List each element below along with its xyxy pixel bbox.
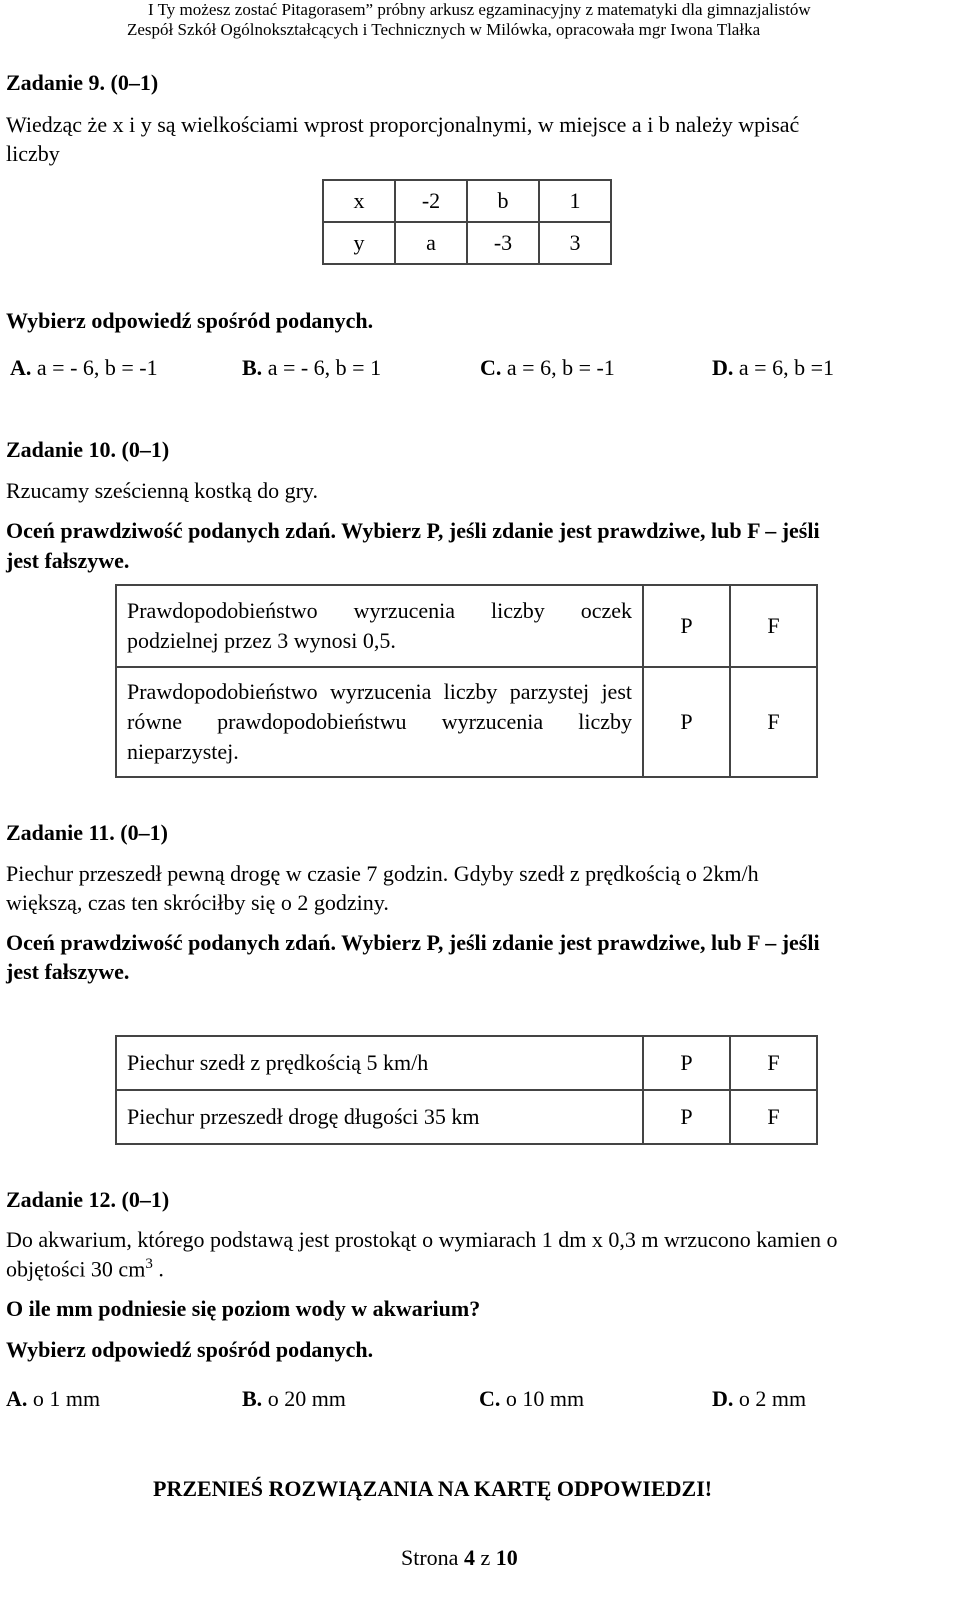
true-option[interactable]: P bbox=[643, 667, 730, 777]
task-12-text-2: objętości 30 $cm^3$ . bbox=[6, 1256, 164, 1282]
task-9-instruction: Wybierz odpowiedź spośród podanych. bbox=[6, 308, 374, 333]
table-cell: b bbox=[467, 180, 539, 222]
task-9-option-b[interactable]: B. a = - 6, b = 1 bbox=[242, 355, 382, 380]
false-option[interactable]: F bbox=[730, 1090, 817, 1144]
task-9-option-a[interactable]: A. a = - 6, b = -1 bbox=[10, 355, 158, 380]
header-line-2: Zespół Szkół Ogólnokształcących i Technicznych w Milówka, opracowała mgr Iwona Tlałka bbox=[127, 20, 761, 39]
transfer-notice: PRZENIEŚ ROZWIĄZANIA NA KARTĘ ODPOWIEDZI! bbox=[153, 1476, 713, 1501]
statement-cell: Prawdopodobieństwo wyrzucenia liczby oczek podzielnej przez 3 wynosi 0,5. bbox=[116, 585, 643, 667]
task-11-title: Zadanie 11. (0–1) bbox=[6, 820, 168, 845]
task-9-option-d[interactable]: D. a = 6, b =1 bbox=[712, 355, 834, 380]
false-option[interactable]: F bbox=[730, 1036, 817, 1090]
table-cell: a bbox=[395, 222, 467, 264]
true-option[interactable]: P bbox=[643, 1090, 730, 1144]
task-11-instruction-1: Oceń prawdziwość podanych zdań. Wybierz P, jeśli zdanie jest prawdziwe, lub F – jeśli bbox=[6, 930, 820, 955]
task-11-instruction-2: jest fałszywe. bbox=[6, 959, 130, 984]
table-cell: 1 bbox=[539, 180, 611, 222]
task-9-proportion-table bbox=[322, 179, 612, 265]
statement-cell: Piechur przeszedł drogę długości 35 km bbox=[116, 1090, 643, 1144]
table-cell: x bbox=[323, 180, 395, 222]
table-cell: -3 bbox=[467, 222, 539, 264]
task-12-question: O ile mm podniesie się poziom wody w akwarium? bbox=[6, 1296, 481, 1321]
task-12-option-b[interactable]: B. o 20 mm bbox=[242, 1386, 346, 1411]
true-option[interactable]: P bbox=[643, 585, 730, 667]
statement-cell: Piechur szedł z prędkością 5 km/h bbox=[116, 1036, 643, 1090]
task-10-text: Rzucamy sześcienną kostką do gry. bbox=[6, 478, 318, 503]
task-11-truefalse-table bbox=[115, 1035, 818, 1145]
task-11-text-1: Piechur przeszedł pewną drogę w czasie 7 godzin. Gdyby szedł z prędkością o 2km/h bbox=[6, 861, 759, 886]
task-9-option-c[interactable]: C. a = 6, b = -1 bbox=[480, 355, 615, 380]
task-9-title: Zadanie 9. (0–1) bbox=[6, 70, 159, 95]
task-12-option-a[interactable]: A. o 1 mm bbox=[6, 1386, 101, 1411]
task-10-truefalse-table bbox=[115, 584, 818, 778]
page-number: Strona 4 z 10 bbox=[401, 1545, 518, 1570]
task-9-text-1: Wiedząc że x i y są wielkościami wprost proporcjonalnymi, w miejsce a i b należy wpisać bbox=[6, 112, 800, 137]
task-10-title: Zadanie 10. (0–1) bbox=[6, 437, 170, 462]
table-cell: -2 bbox=[395, 180, 467, 222]
task-10-instruction-1: Oceń prawdziwość podanych zdań. Wybierz P, jeśli zdanie jest prawdziwe, lub F – jeśli bbox=[6, 518, 820, 543]
task-12-instruction: Wybierz odpowiedź spośród podanych. bbox=[6, 1337, 374, 1362]
header-line-1: I Ty możesz zostać Pitagorasem” próbny arkusz egzaminacyjny z matematyki dla gimnazjalistów bbox=[148, 0, 811, 19]
table-cell: y bbox=[323, 222, 395, 264]
task-11-text-2: większą, czas ten skróciłby się o 2 godziny. bbox=[6, 890, 389, 915]
false-option[interactable]: F bbox=[730, 667, 817, 777]
false-option[interactable]: F bbox=[730, 585, 817, 667]
task-12-text-1: Do akwarium, którego podstawą jest prostokąt o wymiarach 1 dm x 0,3 m wrzucono kamien o bbox=[6, 1227, 838, 1252]
task-12-option-d[interactable]: D. o 2 mm bbox=[712, 1386, 807, 1411]
task-12-title: Zadanie 12. (0–1) bbox=[6, 1187, 170, 1212]
true-option[interactable]: P bbox=[643, 1036, 730, 1090]
statement-cell: Prawdopodobieństwo wyrzucenia liczby parzystej jest równe prawdopodobieństwu wyrzucenia liczby nieparzystej. bbox=[116, 667, 643, 777]
table-cell: 3 bbox=[539, 222, 611, 264]
task-10-instruction-2: jest fałszywe. bbox=[6, 548, 130, 573]
task-12-option-c[interactable]: C. o 10 mm bbox=[479, 1386, 585, 1411]
task-9-text-2: liczby bbox=[6, 141, 60, 166]
